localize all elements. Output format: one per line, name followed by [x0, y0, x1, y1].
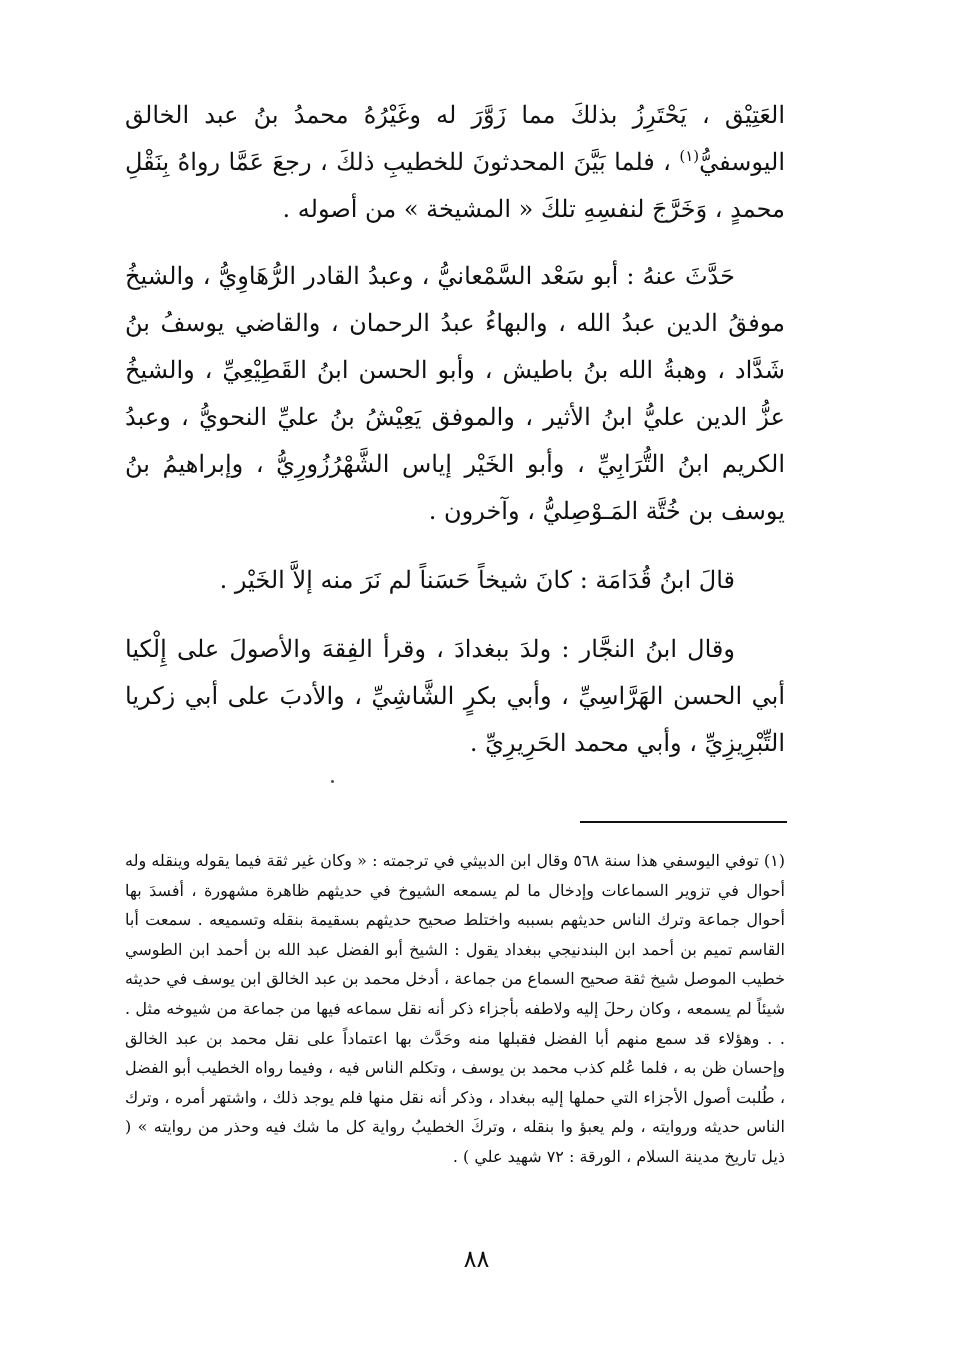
paragraph-1-rest: ، فلما بَيَّنَ المحدثونَ للخطيبِ ذلكَ ، رجعَ عَمَّا رواهُ بِنَقْلِ محمدٍ ، وَخَرَّجَ لنفسِهِ تلكَ « المشيخة » من أصوله . — [125, 148, 785, 223]
footnote-divider — [580, 821, 787, 823]
paragraph-3: قالَ ابنُ قُدَامَة : كانَ شيخاً حَسَناً لم نَرَ منه إلاَّ الخَيْر . — [219, 566, 735, 594]
footnote-text: (١) توفي اليوسفي هذا سنة ٥٦٨ وقال ابن الدبيثي في ترجمته : « وكان غير ثقة فيما يقوله وينقله وله أحوال في تزوير السماعات وإدخال ما لم يسمعه الشيوخ في حديثهم ظاهرة مشهورة ، أفسدَ بها أحوال جماعة وترك الناس حديثهم بسببه واختلط صحيح حديثهم بسقيمة بنقله وتسميعه . سمعت أبا القاسم تميم بن أحمد ابن البندنيجي ببغداد يقول : الشيخ أبو الفضل عبد الله بن أحمد ابن الطوسي خطيب الموصل شيخ ثقة صحيح السماع من جماعة ، أدخل محمد بن عبد الخالق ابن يوسف في حديثه شيئاً لم يسمعه ، وكان رحلَ إليه ولاطفه بأجزاء ذكر أنه نقل سماعه فيها من جماعة من شيوخه مثل . . . وهؤلاء قد سمع منهم أبا الفضل فقبلها منه وحَدَّث بها اعتماداً على نقل محمد بن عبد الخالق وإحسان ظن به ، فلما عُلم كذب محمد بن يوسف ، وتكلم الناس فيه ، وفيما رواه الخطيب أبو الفضل ، طُلبت أصول الأجزاء التي حملها إليه ببغداد ، وذكر أنه نقل منها فلم يوجد ذلك ، واشتهر أمره ، وترك الناس حديثه وروايته ، ولم يعبؤ وا بنقله ، وتركَ الخطيبُ رواية كل ما شك فيه وحذر من روايته » ( ذيل تاريخ مدينة السلام ، الورقة : ٧٢ شهيد علي ) . — [125, 851, 786, 1166]
stray-dot-mark — [331, 780, 334, 783]
footnote-reference: (١) — [679, 147, 700, 165]
paragraph-1 — [125, 92, 785, 233]
paragraph-2: حَدَّثَ عنهُ : أبو سَعْد السَّمْعانيُّ ، وعبدُ القادر الرُّهَاوِيُّ ، والشيخُ موفقُ الدين عبدُ الله ، والبهاءُ عبدُ الرحمان ، والقاضي يوسفُ بنُ شَدَّاد ، وهبةُ الله بنُ باطيش ، وأبو الحسن ابنُ القَطِيْعِيِّ ، والشيخُ عزُّ الدين عليُّ ابنُ الأثير ، والموفق يَعِيْشُ بنُ عليِّ النحويُّ ، وعبدُ الكريم ابنُ التُّرَابِيِّ ، وأبو الخَيْر إياس الشَّهْرُزُورِيُّ ، وإبراهيمُ بنُ يوسف بن خُتَّة المَـوْصِليُّ ، وآخرون . — [125, 262, 785, 525]
paragraph-4: وقال ابنُ النجَّار : ولدَ ببغدادَ ، وقرأ الفِقهَ والأصولَ على إِلْكيا أبي الحسن الهَرَّاسِيِّ ، وأبي بكرٍ الشَّاشِيِّ ، والأدبَ على أبي زكريا التِّبْرِيزِيِّ ، وأبي محمد الحَرِيرِيِّ . — [125, 635, 785, 757]
paragraph-1-text: العَتِيْق ، يَحْتَرِزُ بذلكَ مما زَوَّرَ له وغَيْرُهُ محمدُ بنُ عبد الخالق اليوسفيُّ — [125, 101, 785, 176]
main-text-body — [125, 92, 785, 767]
footnote-section — [125, 846, 785, 1172]
page-number: ٨٨ — [463, 1245, 490, 1273]
